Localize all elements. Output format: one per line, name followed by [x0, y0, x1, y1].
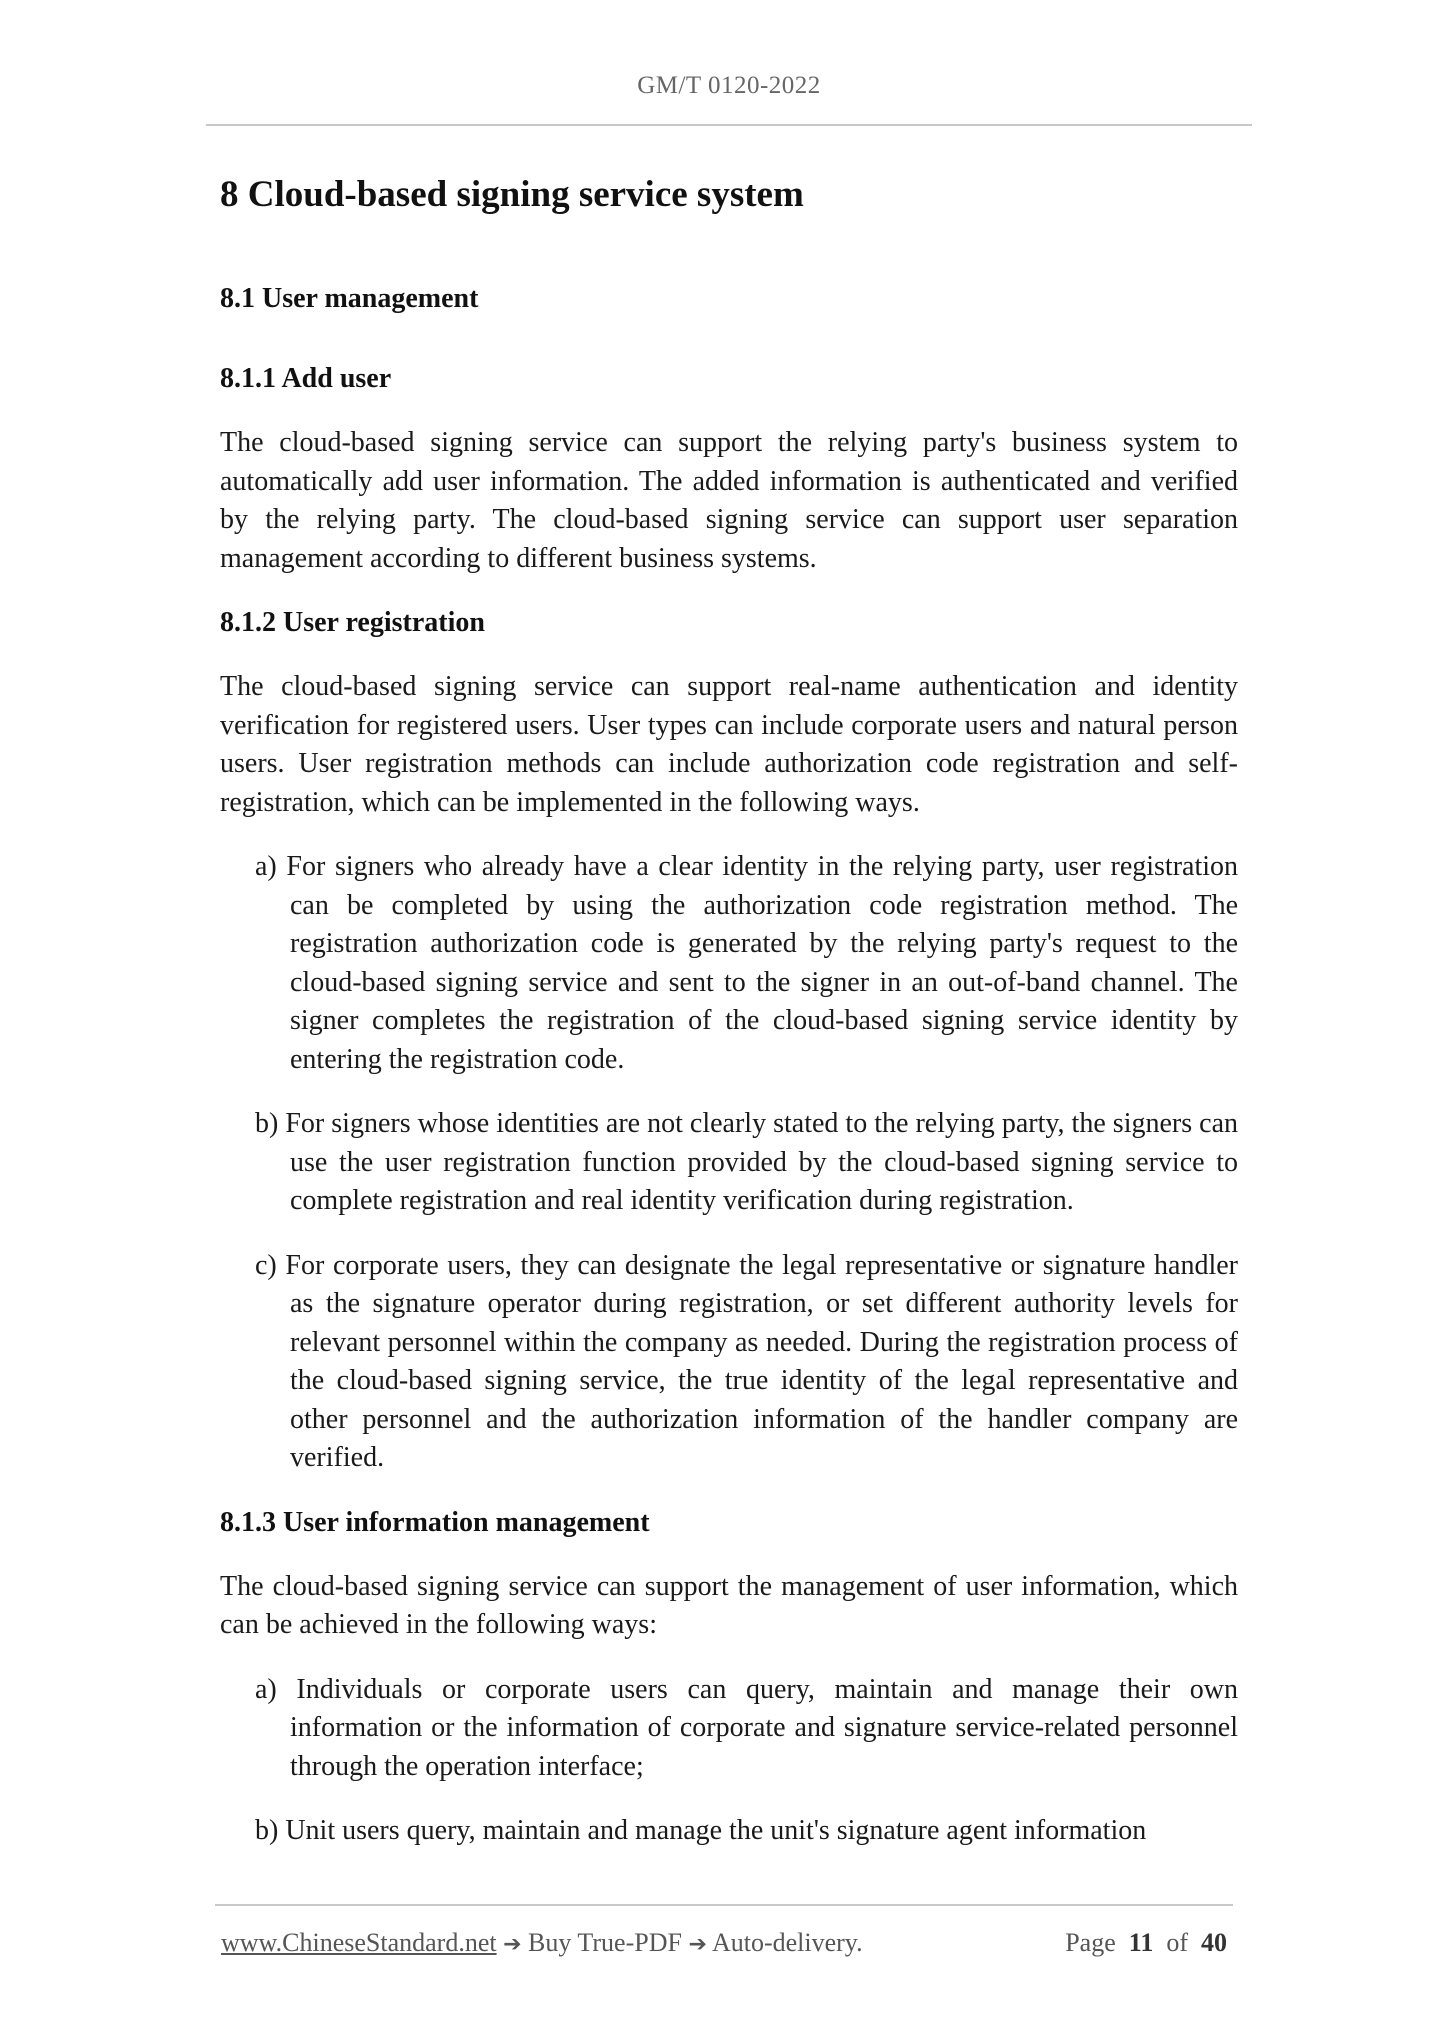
- clause-title-add-user: 8.1.1 Add user: [220, 363, 392, 394]
- auto-delivery-text: Auto-delivery.: [711, 1928, 863, 1957]
- list-item-text: For signers who already have a clear identity in the relying party, user registration can be completed by using the authorization code registration method. The registration authorization code is generated by the relying party's request to the cloud-based signing service and sent to the signer in an out-of-band channel. The signer completes the registration of the cloud-based signing service identity by entering the registration code.: [286, 851, 1239, 1075]
- page-total: 40: [1201, 1928, 1227, 1957]
- page-current: 11: [1128, 1928, 1154, 1957]
- list-marker: b): [255, 1108, 279, 1139]
- footer-promo: [221, 1928, 863, 1958]
- page-footer: [215, 1904, 1233, 1957]
- list-marker: a): [255, 1673, 277, 1705]
- list-item: [220, 1812, 1238, 1851]
- list-item-text: Individuals or corporate users can query, maintain and manage their own information or the information of corporate and signature service-related personnel through the operation interface;: [290, 1673, 1238, 1782]
- page-of-label: of: [1166, 1928, 1188, 1957]
- list-item: [220, 1671, 1238, 1787]
- list-item-text: For signers whose identities are not clearly stated to the relying party, the signers can use the user registration function provided by the cloud-based signing service to complete registration and real identity verification during registration.: [285, 1108, 1238, 1216]
- list-marker: b): [255, 1815, 279, 1846]
- clause-title-info-management: 8.1.3 User information management: [220, 1506, 650, 1538]
- buy-pdf-text: Buy True-PDF: [528, 1928, 682, 1957]
- list-marker: a): [255, 851, 277, 882]
- clause-body-registration: The cloud-based signing service can support real-name authentication and identity verification for registered users. User types can include corporate users and natural person users. User registration methods can include authorization code registration and self-registration, which can be implemented in the following ways.: [220, 671, 1238, 818]
- clause-title-registration: 8.1.2 User registration: [220, 607, 485, 638]
- site-link[interactable]: www.ChineseStandard.net: [221, 1928, 497, 1957]
- clause-body-add-user: The cloud-based signing service can support the relying party's business system to automatically add user information. The added information is authenticated and verified by the relying party. The cloud-based signing service can support user separation management according to different business systems.: [220, 427, 1238, 574]
- list-marker: c): [255, 1249, 277, 1281]
- page-label: Page: [1065, 1928, 1116, 1957]
- page-content: [220, 168, 1238, 1877]
- subsection-title: 8.1 User management: [220, 283, 479, 314]
- arrow-right-icon: ➔: [688, 1932, 707, 1957]
- document-id: GM/T 0120-2022: [637, 72, 821, 99]
- list-item-text: For corporate users, they can designate the legal representative or signature handler as the signature operator during registration, or set different authority levels for relevant personnel within the company as needed. During the registration process of the cloud-based signing service, the true identity of the legal representative and other personnel and the authorization information of the handler company are verified.: [285, 1249, 1239, 1473]
- arrow-right-icon: ➔: [503, 1932, 522, 1957]
- list-item: [220, 1247, 1238, 1478]
- section-title: 8 Cloud-based signing service system: [220, 174, 804, 215]
- list-item: [220, 848, 1238, 1079]
- page-number: [1065, 1928, 1227, 1958]
- list-item-text: Unit users query, maintain and manage the unit's signature agent information: [285, 1815, 1147, 1846]
- clause-body-info-management: The cloud-based signing service can support the management of user information, which can be achieved in the following ways:: [220, 1570, 1238, 1640]
- list-item: [220, 1105, 1238, 1221]
- page-header: [206, 60, 1252, 126]
